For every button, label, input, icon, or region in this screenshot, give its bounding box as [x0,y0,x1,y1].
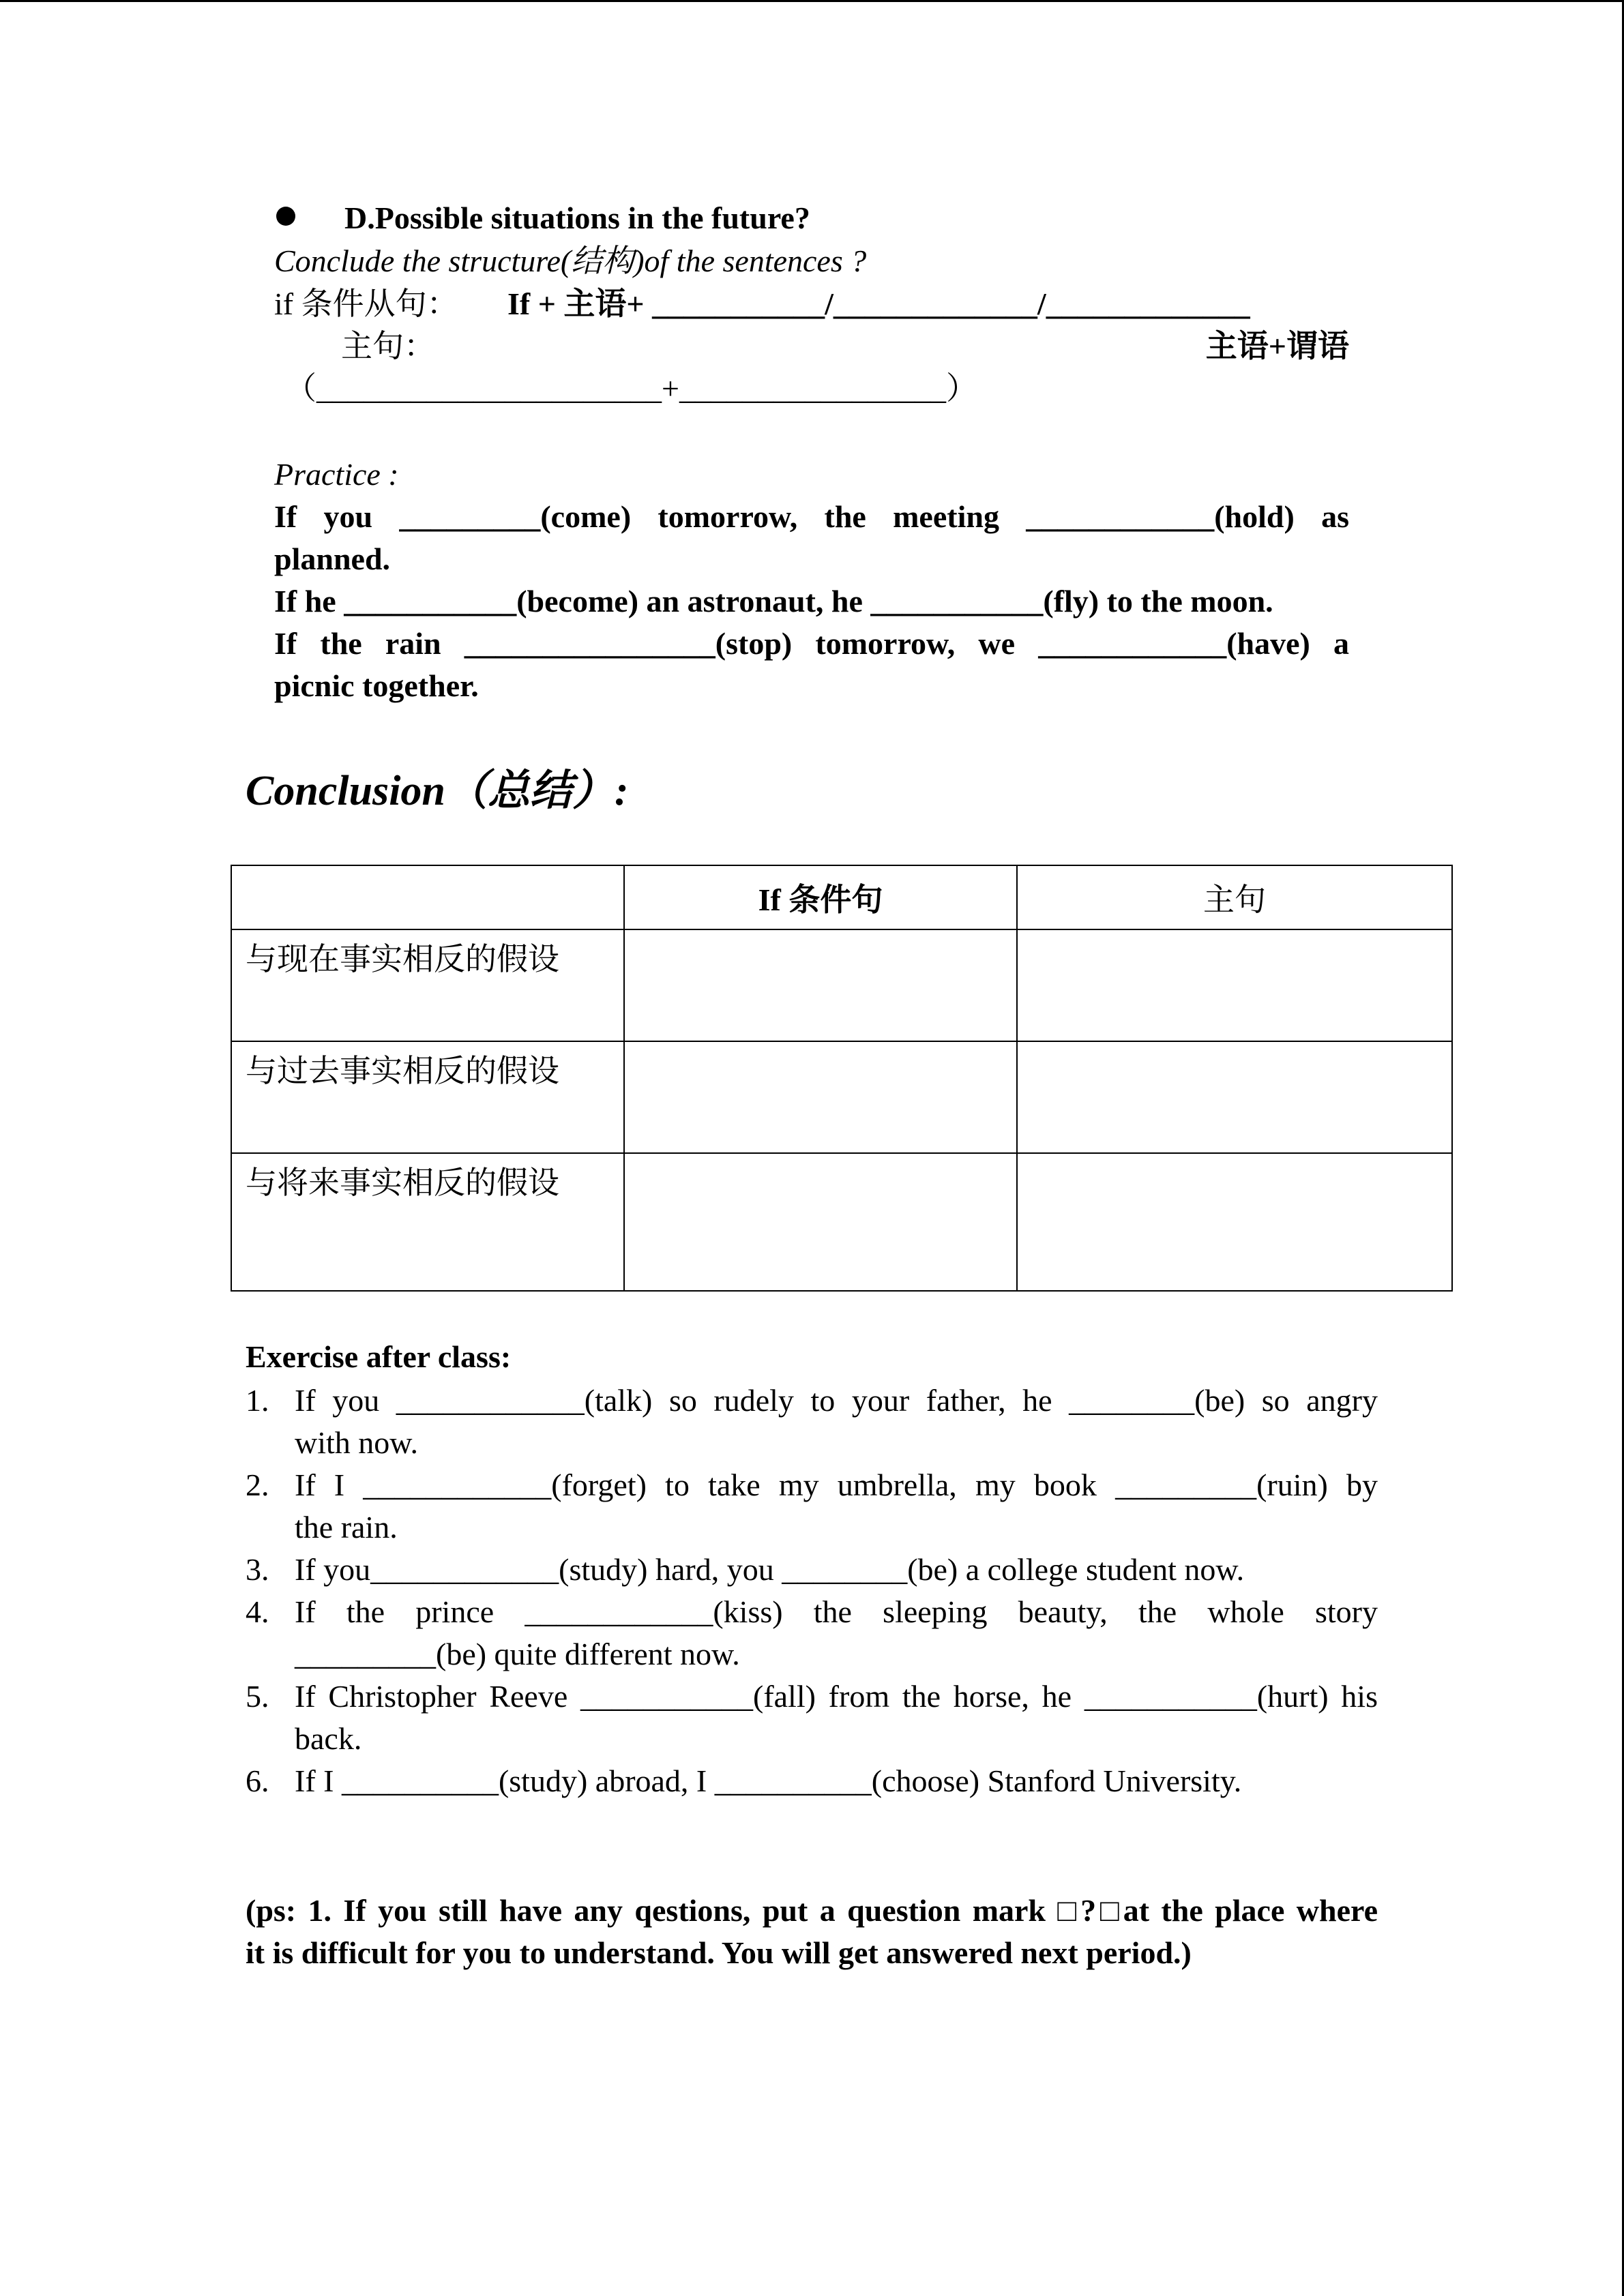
practice-label: Practice : [274,457,399,492]
exercise-line: If I __________(study) abroad, I __________(choose) Stanford University. [295,1763,1242,1798]
exercise-line: with now. [295,1425,419,1460]
table-header-cell: If 条件句 [624,865,1017,929]
if-clause-formula: If + 主语+ ___________/_____________/_____________ [507,286,1250,321]
ps-note-line: it is difficult for you to understand. You will get answered next period.) [246,1935,1192,1970]
exercise-number: 5. [246,1679,269,1714]
table-cell: 与过去事实相反的假设 [231,1041,624,1153]
exercise-number: 1. [246,1383,269,1418]
ps-note-line: (ps: 1. If you still have any qestions, put a question mark □?□at the place where [246,1893,1378,1928]
main-clause-blanks: （______________________+_________________） [285,371,977,406]
table-cell[interactable] [1017,1153,1452,1291]
table-cell[interactable] [624,1041,1017,1153]
exercise-line: the rain. [295,1510,398,1545]
structure-instruction: Conclude the structure(结构)of the sentences ? [274,243,867,278]
exercise-line: If the prince ____________(kiss) the sleeping beauty, the whole story [295,1594,1378,1629]
exercise-line: If you ____________(talk) so rudely to your father, he ________(be) so angry [295,1383,1378,1418]
table-header-cell: 主句 [1017,865,1452,929]
table-cell[interactable] [1017,929,1452,1041]
exercise-line: _________(be) quite different now. [295,1637,740,1671]
table-cell: 与现在事实相反的假设 [231,929,624,1041]
if-clause-label: if 条件从句： [274,286,458,321]
table-row [231,1153,1452,1291]
conclusion-title: Conclusion（总结）: [246,768,629,814]
table-row [231,929,1452,1041]
table-cell[interactable] [624,1153,1017,1291]
exercise-line: If Christopher Reeve ___________(fall) from the horse, he ___________(hurt) his [295,1679,1378,1714]
practice-line: If the rain ________________(stop) tomorrow, we ____________(have) a [274,626,1349,661]
table-cell[interactable] [624,929,1017,1041]
practice-line: If he ___________(become) an astronaut, he ___________(fly) to the moon. [274,584,1273,618]
section-d-heading: D.Possible situations in the future? [344,200,810,235]
table-row [231,1041,1452,1153]
practice-line: planned. [274,541,391,576]
table-cell: 与将来事实相反的假设 [231,1153,624,1291]
exercise-number: 2. [246,1467,269,1502]
conclusion-table [231,865,1453,1292]
exercise-line: If I ____________(forget) to take my umbrella, my book _________(ruin) by [295,1467,1378,1502]
practice-line: picnic together. [274,668,479,703]
exercise-line: If you____________(study) hard, you ________(be) a college student now. [295,1552,1245,1587]
table-cell[interactable] [1017,1041,1452,1153]
table-header-row [231,865,1452,929]
page-top-border [0,0,1624,2]
exercise-number: 6. [246,1763,269,1798]
main-clause-label: 主句： [341,329,435,363]
exercise-number: 4. [246,1594,269,1629]
exercise-number: 3. [246,1552,269,1587]
bullet-icon [276,207,295,226]
exercise-title: Exercise after class: [246,1339,512,1374]
exercise-line: back. [295,1721,362,1756]
table-header-cell [231,865,624,929]
main-clause-formula: 主语+谓语 [1205,329,1349,363]
practice-line: If you _________(come) tomorrow, the meeting ____________(hold) as [274,499,1349,534]
